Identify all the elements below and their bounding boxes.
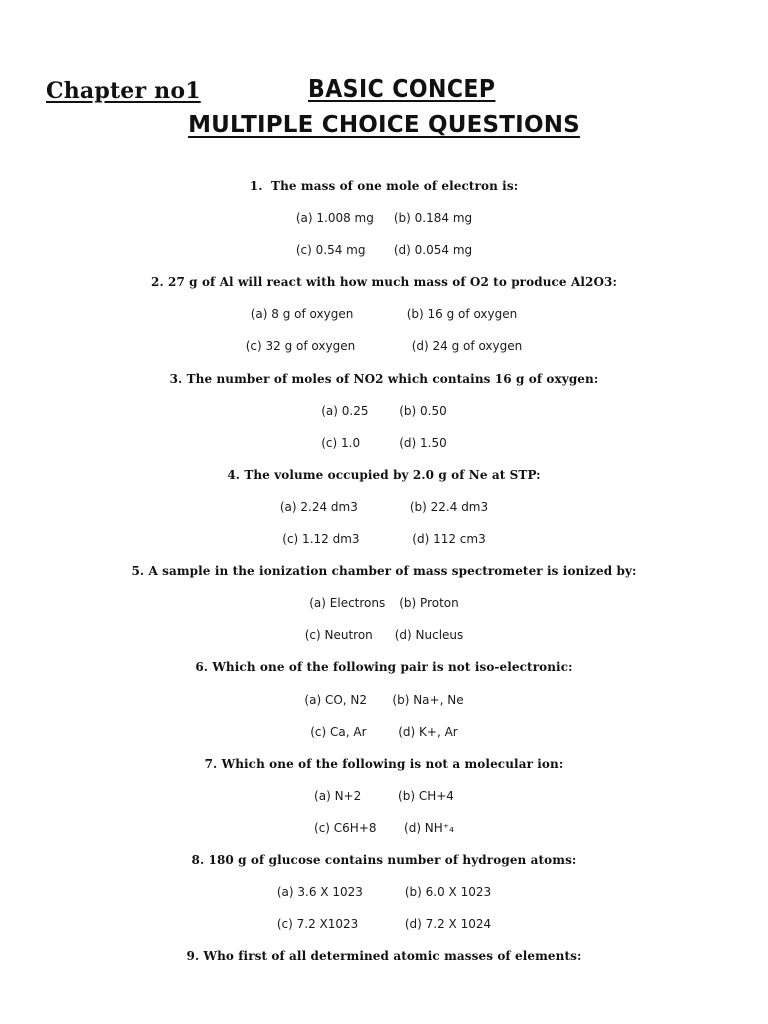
question-2-text: 2. 27 g of Al will react with how much mass of O2 to produce Al2O3: xyxy=(151,275,617,290)
question-3-option-a: (a) 0.25 xyxy=(321,403,369,418)
question-6-text: 6. Which one of the following pair is not iso-electronic: xyxy=(195,660,573,675)
question-8-text: 8. 180 g of glucose contains number of hydrogen atoms: xyxy=(191,852,577,867)
question-5-option-b: (b) Proton xyxy=(399,596,459,611)
question-5-option-c: (c) Neutron xyxy=(304,628,373,643)
question-9-text: 9. Who first of all determined atomic masses of elements: xyxy=(186,949,582,964)
question-4-option-d: (d) 112 cm3 xyxy=(412,532,486,547)
question-7-text: 7. Which one of the following is not a molecular ion: xyxy=(204,756,564,771)
question-2-option-b: (b) 16 g of oxygen xyxy=(406,307,518,322)
question-6-options-row-2 xyxy=(0,716,768,748)
question-8-option-b: (b) 6.0 X 1023 xyxy=(404,885,492,900)
question-6-option-c: (c) Ca, Ar xyxy=(310,724,367,739)
page-subtitle: MULTIPLE CHOICE QUESTIONS xyxy=(188,112,580,138)
question-2-options-row-2 xyxy=(0,330,768,362)
question-3-option-d: (d) 1.50 xyxy=(399,435,447,450)
question-4-option-a: (a) 2.24 dm3 xyxy=(279,499,358,514)
question-7-option-b: (b) CH+4 xyxy=(398,788,454,803)
question-1-option-a: (a) 1.008 mg xyxy=(295,211,374,226)
question-3-options-row-1 xyxy=(0,395,768,427)
question-1-option-b: (b) 0.184 mg xyxy=(393,211,473,226)
question-7-option-a: (a) N+2 xyxy=(314,788,362,803)
question-7-options-row-1 xyxy=(0,780,768,812)
question-3-options-row-2 xyxy=(0,427,768,459)
question-4-option-c: (c) 1.12 dm3 xyxy=(282,532,360,547)
question-8-option-c: (c) 7.2 X1023 xyxy=(276,917,359,932)
question-4-options-row-1 xyxy=(0,491,768,523)
question-1-options-row-2 xyxy=(0,234,768,266)
question-4-option-b: (b) 22.4 dm3 xyxy=(409,499,489,514)
question-5-options-row-2 xyxy=(0,619,768,651)
question-5-option-d: (d) Nucleus xyxy=(394,628,464,643)
chapter-label: Chapter no1 xyxy=(46,78,201,104)
question-5-options-row-1 xyxy=(0,587,768,619)
question-2-option-a: (a) 8 g of oxygen xyxy=(250,307,354,322)
question-6-option-d: (d) K+, Ar xyxy=(398,724,458,739)
page-title: BASIC CONCEP xyxy=(308,74,496,103)
question-8-option-d: (d) 7.2 X 1024 xyxy=(404,917,492,932)
question-3-text: 3. The number of moles of NO2 which contains 16 g of oxygen: xyxy=(169,371,599,386)
question-8-options-row-2 xyxy=(0,908,768,940)
question-list xyxy=(0,170,768,972)
question-1-options-row-1 xyxy=(0,202,768,234)
question-5-text: 5. A sample in the ionization chamber of mass spectrometer is ionized by: xyxy=(131,564,637,579)
question-6-options-row-1 xyxy=(0,684,768,716)
question-7-options-row-2 xyxy=(0,812,768,844)
question-7-option-d: (d) NH⁺₄ xyxy=(404,820,454,835)
question-3-option-b: (b) 0.50 xyxy=(399,403,447,418)
question-1-option-c: (c) 0.54 mg xyxy=(295,243,366,258)
question-6-option-a: (a) CO, N2 xyxy=(304,692,368,707)
question-4-options-row-2 xyxy=(0,523,768,555)
question-2-options-row-1 xyxy=(0,298,768,330)
question-3-option-c: (c) 1.0 xyxy=(321,435,361,450)
question-8-option-a: (a) 3.6 X 1023 xyxy=(276,885,363,900)
question-8-options-row-1 xyxy=(0,876,768,908)
question-4-text: 4. The volume occupied by 2.0 g of Ne at STP: xyxy=(227,467,541,482)
page-heading xyxy=(0,76,768,112)
question-7-option-c: (c) C6H+8 xyxy=(314,820,377,835)
question-6-option-b: (b) Na+, Ne xyxy=(392,692,464,707)
question-1-text: 1. The mass of one mole of electron is: xyxy=(249,179,519,193)
question-1-option-d: (d) 0.054 mg xyxy=(393,243,473,258)
question-2-option-c: (c) 32 g of oxygen xyxy=(245,339,356,354)
question-2-option-d: (d) 24 g of oxygen xyxy=(411,339,523,354)
question-5-option-a: (a) Electrons xyxy=(309,596,386,611)
